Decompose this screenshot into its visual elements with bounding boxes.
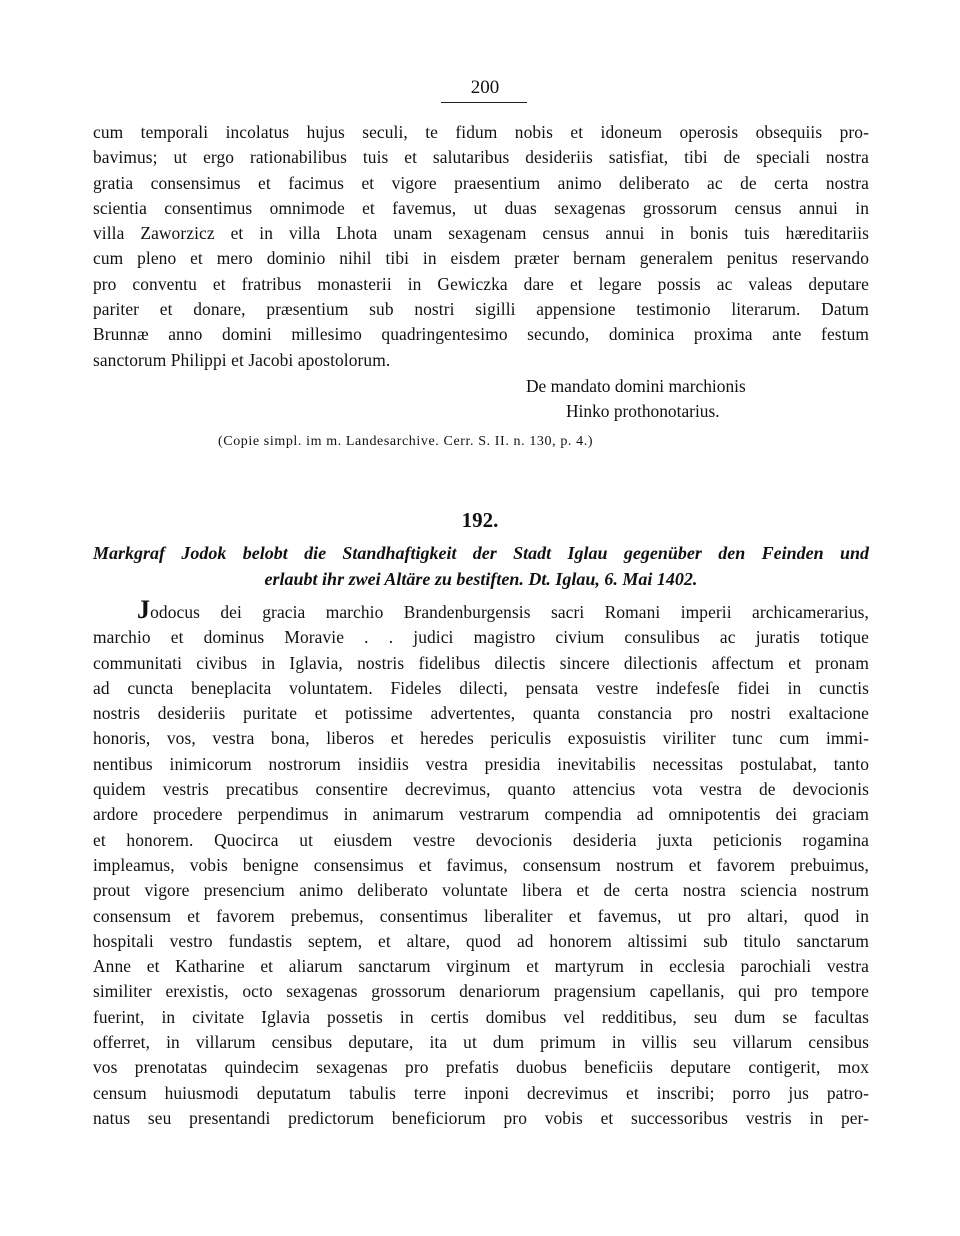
text-line: quidem vestris precatibus consentire decrevimus, quanto attencius vota vestra de devocionis: [93, 779, 869, 800]
text-line: natus seu presentandi predictorum beneficiorum pro vobis et successoribus vestris in per-: [93, 1107, 869, 1128]
text-line: consensum et favorem prebemus, consentimus liberaliter et favemus, ut pro altari, quod in: [93, 905, 869, 926]
text-line: pariter et donare, præsentium sub nostri sigilli appensione testimonio literarum. Datum: [93, 299, 869, 320]
page-number: 200: [470, 77, 500, 98]
text-line: censum huiusmodi deputatum tabulis terre inponi decrevimus et inscribi; porro jus patro-: [93, 1082, 869, 1103]
signature-line-2: Hinko prothonotarius.: [566, 401, 720, 422]
text-line: cum pleno et mero dominio nihil tibi in eisdem præter bernam generalem penitus reservando: [93, 248, 869, 269]
heading-line-1: Markgraf Jodok belobt die Standhaftigkeit der Stadt Iglau gegenüber den Feinden und: [93, 543, 869, 563]
text-line: gratia consensimus et facimus et vigore praesentium animo deliberato ac de certa nostra: [93, 172, 869, 193]
text-line: Brunnæ anno domini millesimo quadringentesimo secundo, dominica proxima ante festum: [93, 324, 869, 345]
text-line: hospitali vestro fundastis septem, et altare, quod ad honorem altissimi sub titulo sanctarum: [93, 930, 869, 951]
text-line: scientia consentimus omnimode et favemus, ut duas sexagenas grossorum census annui in: [93, 197, 869, 218]
text-line: ardore procedere perpendimus in animarum vestrarum compendia ad omnipotentis dei graciam: [93, 804, 869, 825]
text-line: prout vigore presencium animo deliberato voluntate libera et de certa nostra sciencia nostrum: [93, 880, 869, 901]
text-line: pro conventu et fratribus monasterii in Gewiczka dare et legare possis ac valeas deputare: [93, 273, 869, 294]
signature-block: [526, 374, 826, 425]
signature-line-1: De mandato domini marchionis: [526, 376, 746, 396]
archive-citation: (Copie simpl. im m. Landesarchive. Cerr. S. II. n. 130, p. 4.): [218, 434, 594, 449]
text-line: sanctorum Philippi et Jacobi apostolorum.: [93, 349, 391, 370]
page-number-rule: [441, 102, 527, 103]
text-line: honoris, vos, vestra bona, liberos et heredes periculis exposuistis viriliter tunc cum immi-: [93, 728, 869, 749]
text-line: nostris desideriis puritate et potissime advertentes, quanta constancia pro nostri exaltacione: [93, 703, 869, 724]
text-line: cum temporali incolatus hujus seculi, te fidum nobis et idoneum operosis obsequiis pro-: [93, 122, 869, 142]
text-line: communitati civibus in Iglavia, nostris fidelibus dilectis sincere dilectionis affectum et pronam: [93, 652, 869, 673]
first-text-line: [93, 600, 869, 625]
text-line: ad cuncta beneplacita voluntatem. Fideles dilecti, pensata vestre indefesſe fidei in cunctis: [93, 677, 869, 698]
text-line: villa Zaworzicz et in villa Lhota unam sexagenam census annui in bonis tuis hæreditariis: [93, 223, 869, 244]
heading-line-2: erlaubt ihr zwei Altäre zu bestiften. Dt. Iglau, 6. Mai 1402.: [264, 569, 698, 589]
text-line: Anne et Katharine et aliarum sanctarum virginum et martyrum in ecclesia parochiali vestra: [93, 956, 869, 977]
text-line: vos prenotatas quindecim sexagenas pro prefatis duobus beneficiis deputare contigerit, mox: [93, 1057, 869, 1078]
previous-document-body: [93, 120, 869, 373]
text-line: impleamus, vobis benigne consensimus et favimus, consensum nostrum et favorem prebuimus,: [93, 854, 869, 875]
text-line: offerret, in villarum censibus deputare, ita ut dum primum in villis seu villarum censibus: [93, 1032, 869, 1053]
initial-letter: J: [137, 600, 151, 624]
text-line: et honorem. Quocirca ut eiusdem vestre devocionis desideria juxta peticionis rogamina: [93, 829, 869, 850]
document-number: 192.: [461, 508, 499, 532]
document-heading: [93, 540, 869, 592]
text-line: marchio et dominus Moravie . . judici magistro civium consulibus ac juratis totique: [93, 627, 869, 648]
text-line: nentibus inimicorum nostrorum insidiis vestra presidia inevitabilis necessitas postulabat, tanto: [93, 753, 869, 774]
document-body: [93, 600, 869, 1131]
text-line: bavimus; ut ergo rationabilibus tuis et salutaribus desideriis satisfiat, tibi de speciali nostra: [93, 147, 869, 168]
text-line: fuerint, in civitate Iglavia possetis in certis domibus vel redditibus, seu dum se facultas: [93, 1006, 869, 1027]
text-line: similiter erexistis, octo sexagenas grossorum denariorum pragensium capellanis, qui pro tempore: [93, 981, 869, 1002]
first-line-text: odocus dei gracia marchio Brandenburgensis sacri Romani imperii archicamerarius,: [150, 602, 869, 622]
